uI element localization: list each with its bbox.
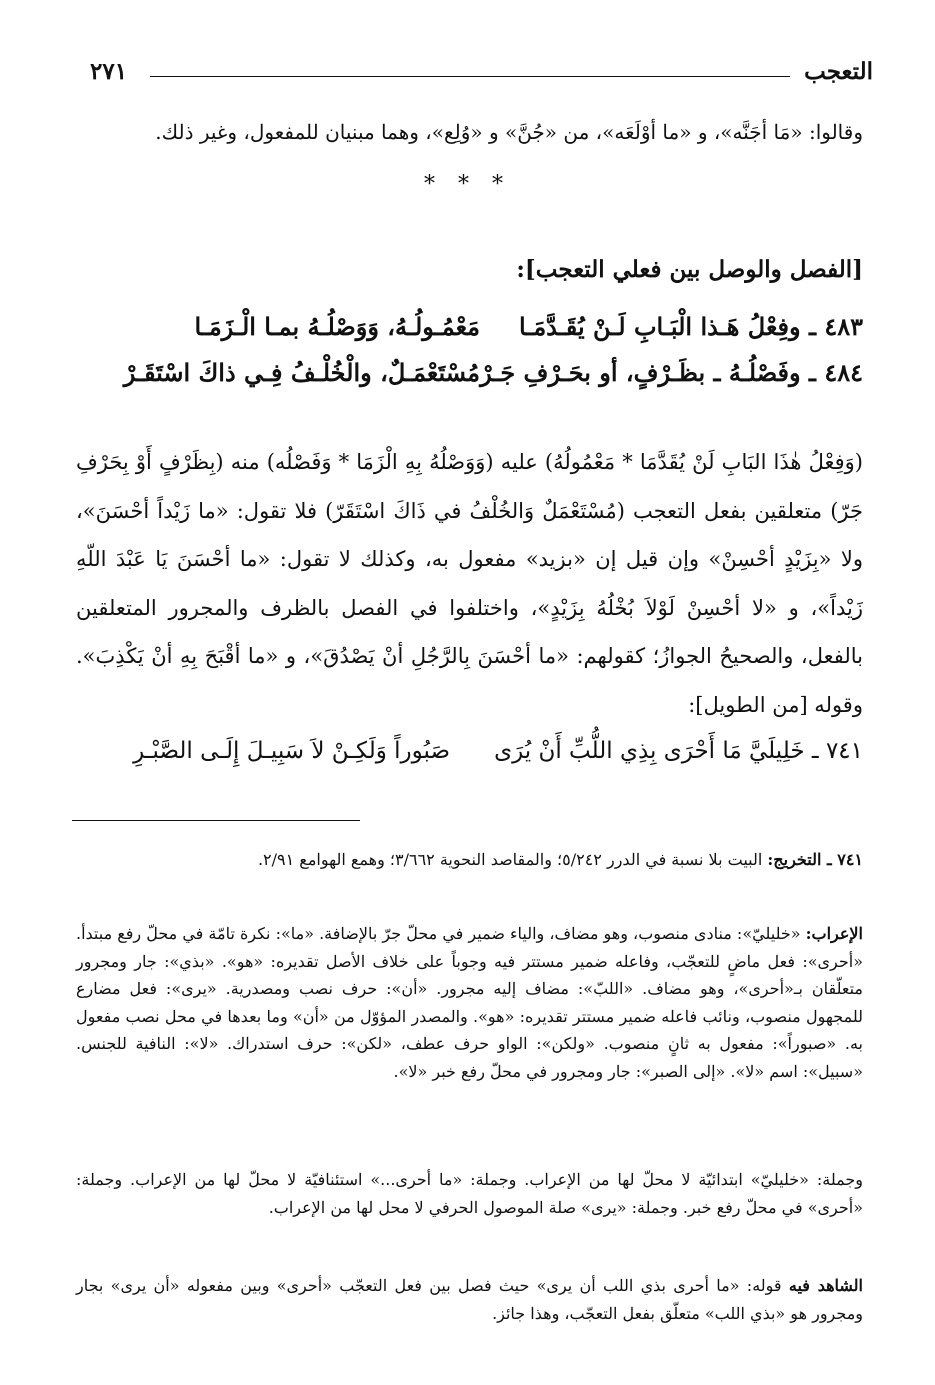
quoted-verse-second-half: صَبُوراً وَلَكِـنْ لاَ سَبِيـلَ إِلَـى الصَّبْـرِ bbox=[133, 738, 450, 764]
takhrij-label: ٧٤١ ـ التخريج: bbox=[767, 850, 863, 869]
footnote-takhrij bbox=[76, 846, 863, 874]
quoted-verse-first-half: ٧٤١ ـ خَلِيلَيَّ مَا أَحْرَى بِذِي اللُّبِّ أَنْ يُرَى bbox=[494, 738, 863, 764]
header-rule bbox=[150, 76, 790, 77]
intro-paragraph: وقالوا: «مَا أجَنَّه»، و «ما أوْلَعَه»، من «جُنَّ» و «وُلِع»، وهما مبنيان للمفعول، وغير ذلك. bbox=[155, 120, 863, 144]
section-separator: * * * bbox=[424, 172, 511, 197]
quoted-verse-741 bbox=[80, 738, 863, 778]
verse-483-second-half: مَعْمُـولُـهُ، وَوَصْلُـهُ بمـا الْـزَمَـا bbox=[194, 312, 480, 341]
footnote-rule bbox=[72, 820, 360, 821]
commentary-paragraph: (وَفِعْلُ هٰذَا البَابِ لَنْ يُقَدَّمَا * مَعْمُولُهُ) عليه (وَوَصْلُهُ بِهِ الْزَمَا * وَفَصْلُه) منه (بِظَرْفٍ أَوْ بِحَرْفِ جَرّ) متعلقين بفعل التعجب (مُسْتَعْمَلٌ وَالخُلْفُ في ذَاكَ اسْتَقَرّ) فلا تقول: «ما زَيْداً أحْسَنَ»، ولا «بِزَيْدٍ أحْسِنْ» وإن قيل إن «بزيد» مفعول به، وكذلك لا تقول: «ما أحْسَنَ يَا عَبْدَ اللّهِ زَيْداً»، و «لا أحْسِنْ لَوْلاَ بُخْلُهُ بِزَيْدٍ»، واختلفوا في الفصل بالظرف والمجرور المتعلقين بالفعل، والصحيحُ الجوازُ؛ كقولهم: «ما أحْسَنَ بِالرَّجُلِ أنْ يَصْدُقَ»، و «ما أقْبَحَ بِهِ أنْ يَكْذِبَ». وقوله [من الطويل]: bbox=[76, 450, 863, 717]
footnote-irab bbox=[76, 920, 863, 1085]
irab-text: «خليليّ»: منادى منصوب، وهو مضاف، والياء ضمير في محلّ جرّ بالإضافة. «ما»: نكرة تامّة في محلّ رفع مبتدأ. «أحرى»: فعل ماضٍ للتعجّب، وفاعله ضمير مستتر فيه وجوباً على خلاف الأصل تقديره: «هو». «بذي»: جار ومجرور متعلّقان بـ«أحرى»، وهو مضاف. «اللبّ»: مضاف إليه مجرور. «أن»: حرف نصب ومصدرية. «يرى»: فعل مضارع للمجهول منصوب، ونائب فاعله ضمير مستتر تقديره: «هو». والمصدر المؤوّل من «أن» وما بعدها في محل نصب مفعول به. «صبوراً»: مفعول به ثانٍ منصوب. «ولكن»: الواو حرف عطف، «لكن»: حرف استدراك. «لا»: النافية للجنس. «سبيل»: اسم «لا». «إلى الصبر»: جار ومجرور في محلّ رفع خبر «لا». bbox=[76, 924, 863, 1081]
shahid-label: الشاهد فيه bbox=[788, 1276, 863, 1295]
verse-484-second-half: مُسْتَعْمَـلٌ، والْخُلْـفُ فِـي ذاكَ اسْتَقَـرْ bbox=[123, 358, 480, 387]
verse-483 bbox=[80, 312, 863, 352]
verse-483-first-half: ٤٨٣ ـ وفِعْلُ هَـذا الْبَـابِ لَـنْ يُقَـدَّمَـا bbox=[518, 312, 863, 341]
verse-484 bbox=[80, 358, 863, 398]
shahid-text: قوله: «ما أحرى بذي اللب أن يرى» حيث فصل بين فعل التعجّب «أحرى» وبين مفعوله «أن يرى» بجار ومجرور هو «بذي اللب» متعلّق بفعل التعجّب، وهذا جائز. bbox=[76, 1276, 863, 1323]
page-number: ٢٧١ bbox=[90, 58, 128, 85]
footnote-jumal: وجملة: «خليليّ» ابتدائيّة لا محلّ لها من الإعراب. وجملة: «ما أحرى...» استئنافيّة لا محلّ لها من الإعراب. وجملة: «أحرى» في محلّ رفع خبر. وجملة: «يرى» صلة الموصول الحرفي لا محل لها من الإعراب. bbox=[76, 1170, 863, 1217]
footnote-shahid bbox=[76, 1272, 863, 1327]
running-title: التعجب bbox=[804, 58, 873, 85]
verse-484-first-half: ٤٨٤ ـ وفَصْلُـهُ ـ بظَـرْفٍ، أو بحَـرْفِ جَـرْ bbox=[480, 358, 863, 387]
section-heading: [الفصل والوصل بين فعلي التعجب]: bbox=[516, 256, 863, 283]
irab-label: الإعراب: bbox=[805, 924, 863, 943]
takhrij-text: البيت بلا نسبة في الدرر ٥/٢٤٢؛ والمقاصد النحوية ٣/٦٦٢؛ وهمع الهوامع ٢/٩١. bbox=[257, 850, 768, 869]
